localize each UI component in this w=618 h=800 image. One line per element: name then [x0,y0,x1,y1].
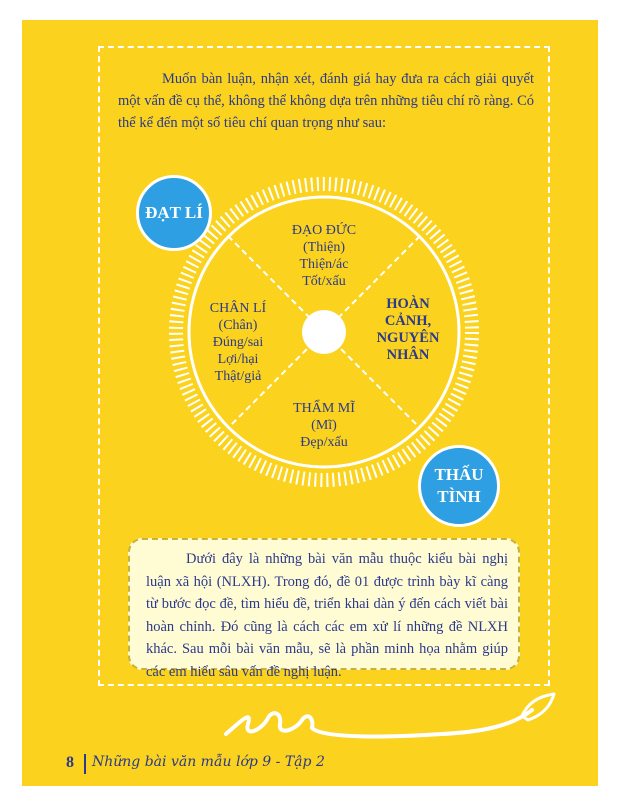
segment-chan-li-line: Đúng/sai [212,335,264,350]
segment-hoan-canh [366,296,450,364]
badge-thau-tinh-line2: TÌNH [437,487,481,506]
segment-dao-duc [274,222,374,290]
segment-hoan-canh-line: HOÀN [386,296,430,312]
segment-hoan-canh-line: NHÂN [386,347,430,363]
badge-thau-tinh [418,445,500,527]
segment-chan-li-title: CHÂN LÍ [209,301,267,316]
segment-dao-duc-line: (Thiện) [303,240,345,255]
book-title: Những bài văn mẫu lớp 9 - Tập 2 [92,754,325,770]
badge-thau-tinh-line1: THẤU [434,465,484,484]
note-paragraph: Dưới đây là những bài văn mẫu thuộc kiểu bài nghị luận xã hội (NLXH). Trong đó, đề 01 được trình bày kĩ càng từ bước đọc đề, tìm hiểu đề, triển khai dàn ý đến cách viết bài hoàn chỉnh. Đó cũng là cách các em xử lí những đề NLXH khác. Sau mỗi bài văn mẫu, sẽ là phần minh họa nhằm giúp các em hiểu sâu vấn đề nghị luận. [146,551,508,680]
badge-dat-li-label: ĐẠT LÍ [145,203,203,222]
segment-tham-mi-line: Đẹp/xấu [300,435,348,450]
wheel-center [302,310,346,354]
decorative-swirl [222,690,562,750]
badge-dat-li [136,175,212,251]
segment-dao-duc-title: ĐẠO ĐỨC [291,223,357,238]
page-number: 8 [66,754,74,771]
segment-hoan-canh-line: CẢNH, [384,313,432,329]
segment-hoan-canh-line: NGUYÊN [376,330,440,346]
segment-dao-duc-line: Thiện/ác [299,257,349,272]
segment-chan-li-line: (Chân) [218,318,258,333]
segment-chan-li-line: Lợi/hại [217,352,259,367]
segment-dao-duc-line: Tốt/xấu [302,274,346,289]
segment-tham-mi-title: THẨM MĨ [293,401,355,416]
footer-divider [84,754,86,774]
segment-tham-mi [274,400,374,451]
segment-tham-mi-line: (Mĩ) [311,418,337,433]
segment-chan-li [196,300,280,385]
intro-paragraph: Muốn bàn luận, nhận xét, đánh giá hay đưa ra cách giải quyết một vấn đề cụ thể, không thể không dựa trên những tiêu chí rõ ràng. Có thể kể đến một số tiêu chí quan trọng như sau: [118,71,534,131]
segment-chan-li-line: Thật/giả [214,369,262,384]
